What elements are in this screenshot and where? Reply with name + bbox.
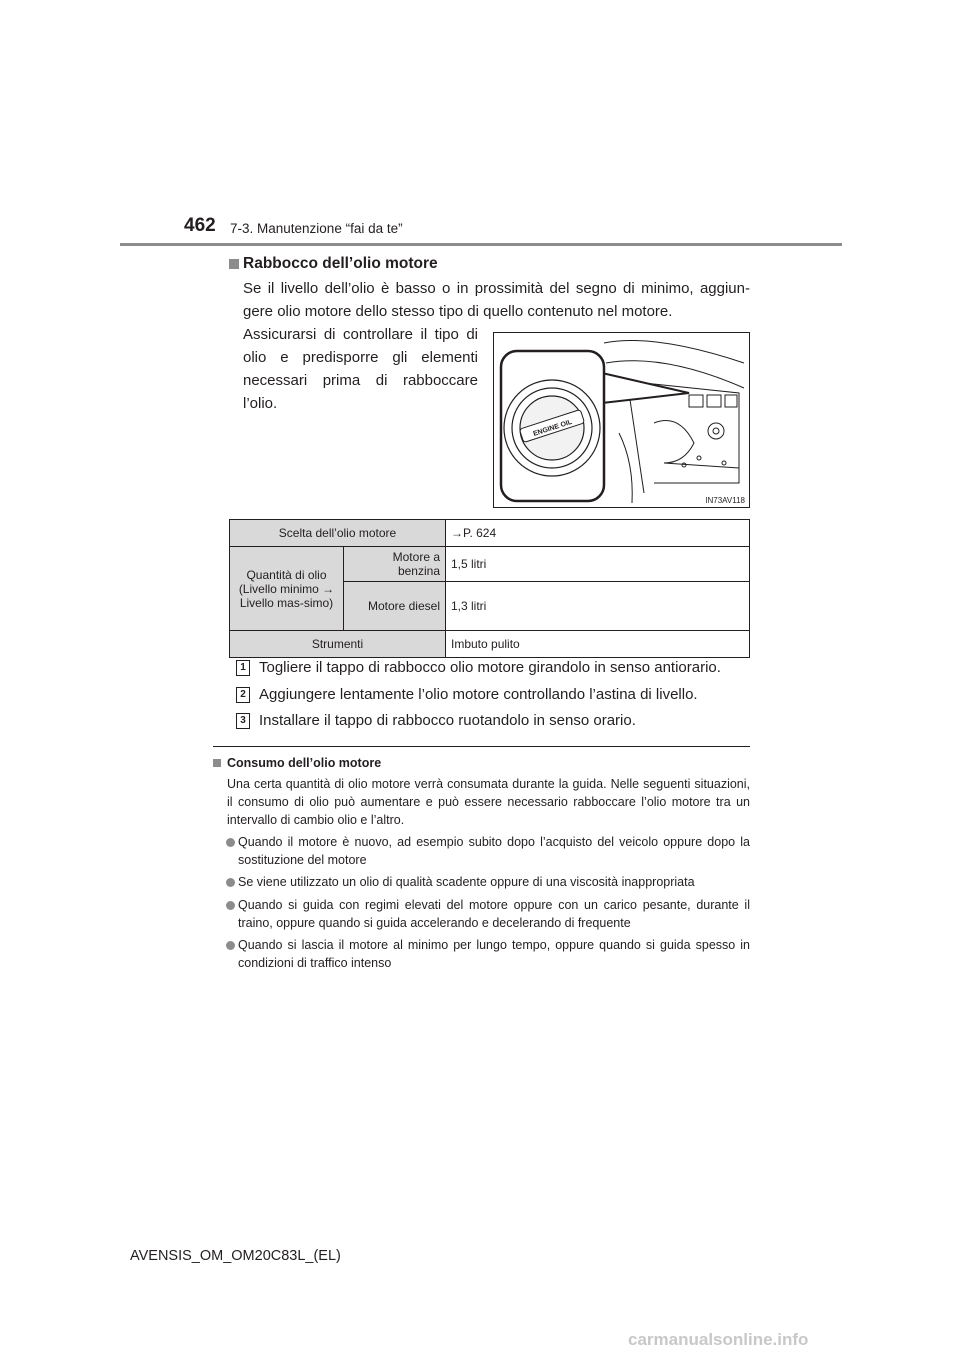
note-paragraph: Assicurarsi di controllare il tipo di olio e predisporre gli elementi necessari prima di rabboccare l’olio. (243, 326, 478, 412)
section-divider (213, 746, 750, 747)
consumption-heading: Consumo dell’olio motore (227, 756, 382, 770)
header-rule (120, 243, 842, 246)
bullet-dot-icon (226, 901, 235, 910)
step-text-2: Aggiungere lentamente l’olio motore controllando l’astina di livello. (259, 686, 698, 703)
figure-code: IN73AV118 (705, 496, 745, 505)
petrol-engine-label: Motore a benzina (344, 547, 446, 582)
bullet-dot-icon (226, 838, 235, 847)
oil-cap-label: ENGINE OIL (532, 418, 574, 438)
bullet-dot-icon (226, 941, 235, 950)
oil-spec-table (229, 519, 750, 658)
consumption-paragraph: Una certa quantità di olio motore verrà consumata durante la guida. Nelle seguenti situazioni, il consumo di olio può aumentare e può essere necessario rabboccare l’olio motore tra un intervallo di cambio olio e l’altro. (227, 777, 750, 827)
watermark: carmanualsonline.info (628, 1330, 809, 1349)
heading-square-icon (229, 259, 239, 269)
tools-value: Imbuto pulito (446, 631, 750, 658)
section-title: 7-3. Manutenzione “fai da te” (230, 221, 403, 236)
intro-paragraph: Se il livello dell’olio è basso o in prossimità del segno di minimo, aggiun-gere olio motore dello stesso tipo di quello contenuto nel motore. (243, 280, 750, 320)
table-row (230, 547, 750, 582)
list-item: Quando il motore è nuovo, ad esempio subito dopo l’acquisto del veicolo oppure dopo la sostituzione del motore (238, 835, 750, 867)
main-heading: Rabbocco dell’olio motore (243, 255, 438, 272)
diesel-engine-label: Motore diesel (344, 582, 446, 631)
list-item: Quando si lascia il motore al minimo per lungo tempo, oppure quando si guida spesso in condizioni di traffico intenso (238, 938, 750, 970)
step-number-1: 1 (236, 660, 250, 676)
table-row (230, 631, 750, 658)
petrol-engine-value: 1,5 litri (446, 547, 750, 582)
bullet-dot-icon (226, 878, 235, 887)
engine-illustration (493, 332, 750, 508)
step-number-2: 2 (236, 687, 250, 703)
tools-label: Strumenti (230, 631, 446, 658)
step-number-3: 3 (236, 713, 250, 729)
step-text-1: Togliere il tappo di rabbocco olio motore girandolo in senso antiorario. (259, 659, 721, 676)
page-number: 462 (184, 215, 216, 236)
list-item: Quando si guida con regimi elevati del motore oppure con un carico pesante, durante il traino, oppure quando si guida accelerando e decelerando di frequente (238, 898, 750, 930)
step-text-3: Installare il tappo di rabbocco ruotandolo in senso orario. (259, 712, 636, 729)
document-code: AVENSIS_OM_OM20C83L_(EL) (130, 1248, 341, 1264)
oil-choice-value: →P. 624 (446, 520, 750, 547)
oil-choice-label: Scelta dell’olio motore (230, 520, 446, 547)
diesel-engine-value: 1,3 litri (446, 582, 750, 631)
table-row (230, 520, 750, 547)
list-item: Se viene utilizzato un olio di qualità scadente oppure di una viscosità inappropriata (238, 875, 695, 889)
oil-quantity-label: Quantità di olio (Livello minimo → Livello mas-simo) (230, 547, 344, 631)
engine-bay-drawing (494, 333, 749, 507)
subheading-square-icon (213, 759, 221, 767)
